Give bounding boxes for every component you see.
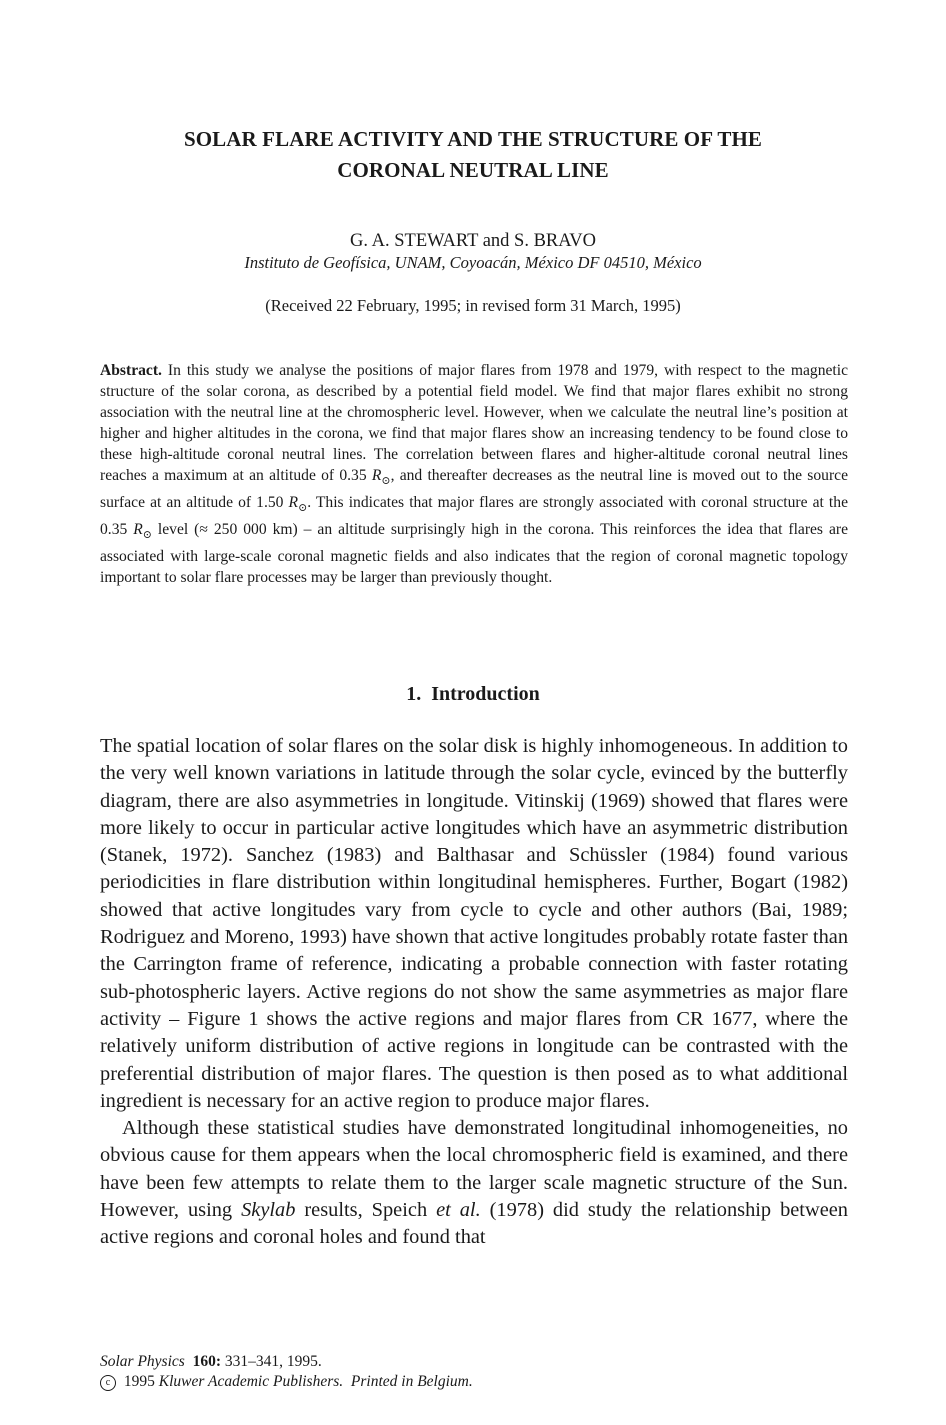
journal-pages: 331–341, 1995. [220,1353,322,1370]
paper-title-line-2: CORONAL NEUTRAL LINE [337,158,609,182]
section-title: Introduction [431,683,540,705]
solar-radius-symbol: $R_⊙$ [133,521,152,542]
abstract-text-1: In this study we analyse the positions of major flares from 1978 and 1979, with respect to the magnetic structure of the solar corona, as described by a potential field model. We find that major flares exhibit no strong association with the neutral line at the chromospheric level. However, when we calculate the neutral line’s position at higher and higher altitudes in the corona, we find that major flares show an increasing tendency to be found close to these high-altitude coronal neutral lines. The correlation between flares and higher-altitude coronal neutral lines reaches a maximum at an altitude of 0.35 [100,362,848,484]
copyright-line [100,1372,846,1392]
paragraph-1: The spatial location of solar flares on the solar disk is highly inhomogeneous. In addition to the very well known variations in latitude through the solar cycle, evinced by the butterfly diagram, there are also asymmetries in longitude. Vitinskij (1969) showed that flares were more likely to occur in particular active longitudes which have an asymmetric distribution (Stanek, 1972). Sanchez (1983) and Balthasar and Schüssler (1984) found various periodicities in flare distribution within longitudinal hemispheres. Further, Bogart (1982) showed that active longitudes vary from cycle to cycle and other authors (Bai, 1989; Rodriguez and Moreno, 1993) have shown that active longitudes probably rotate faster than the Carrington frame of reference, indicating a probable connection with faster rotating sub-photospheric layers. Active regions do not show the same asymmetries as major flare activity – Figure 1 shows the active regions and major flares from CR 1677, where the relatively uniform distribution of active regions in longitude can be contrasted with the preferential distribution of major flares. The question is then posed as to what additional ingredient is necessary for an active region to produce major flares. [100,735,849,1112]
page-footer [100,1352,846,1392]
printed-location: Printed in Belgium. [350,1373,473,1390]
skylab-mission: Skylab [241,1199,296,1222]
author-list: G. A. STEWART and S. BRAVO [350,231,596,251]
section-heading-introduction [100,680,846,708]
paper-title [100,124,846,186]
solar-radius-symbol: $R_⊙$ [288,494,308,515]
paper-title-line-1: SOLAR FLARE ACTIVITY AND THE STRUCTURE OF THE [183,127,763,151]
paragraph-2: Although these statistical studies have demonstrated longitudinal inhomogeneities, no obvious cause for them appears when the local chromospheric field is examined, and there have been few attempts to relate them to the larger scale magnetic structure of the Sun. However, using Skylab results, Speich et al. (1978) did study the relationship between active regions and coronal holes and found that [100,1117,848,1249]
et-al: et al. [436,1199,481,1222]
section-number: 1. [406,683,422,705]
copyright-year: 1995 [120,1373,159,1390]
abstract-text-4: level (≈ 250 000 km) – an altitude surprisingly high in the corona. This reinforces the idea that flares are associated with large-scale coronal magnetic fields and also indicates that the region of coronal magnetic topology important to solar flare processes may be larger than previously thought. [100,521,849,587]
abstract-text-2: , and thereafter decreases as the neutral line is moved out to the source surface at an altitude of 1.50 [100,467,848,512]
publisher-name: Kluwer Academic Publishers. [158,1373,344,1390]
abstract [100,360,848,588]
received-dates: (Received 22 February, 1995; in revised form 31 March, 1995) [265,296,681,315]
copyright-icon: c [100,1375,116,1391]
journal-volume: 160: [192,1353,221,1370]
abstract-text-3: . This indicates that major flares are strongly associated with coronal structure at the 0.35 [100,494,848,539]
author-affiliation: Instituto de Geofísica, UNAM, Coyoacán, México DF 04510, México [244,253,702,272]
solar-radius-symbol: $R_⊙$ [371,467,391,488]
abstract-label: Abstract. [100,362,162,379]
journal-citation [100,1352,846,1372]
journal-name: Solar Physics [100,1353,185,1370]
introduction-body [100,733,848,1252]
